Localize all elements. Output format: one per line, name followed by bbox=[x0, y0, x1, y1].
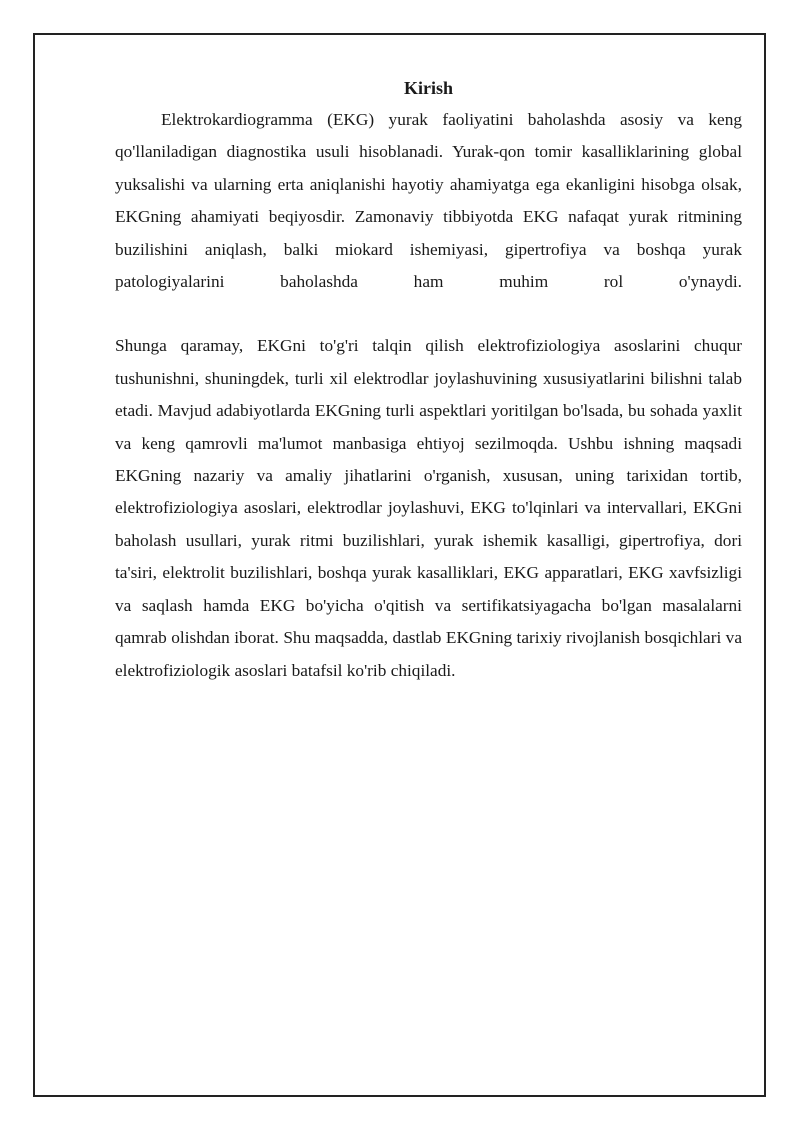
section-heading: Kirish bbox=[403, 78, 453, 98]
document-body bbox=[115, 76, 742, 687]
paragraph-purpose: Shunga qaramay, EKGni to'g'ri talqin qilish elektrofiziologiya asoslarini chuqur tushunishni, shuningdek, turli xil elektrodlar joylashuvining xususiyatlarini bilishni talab etadi. Mavjud adabiyotlarda EKGning turli aspektlari yoritilgan bo'lsada, bu sohada yaxlit va keng qamrovli ma'lumot manbasiga ehtiyoj sezilmoqda. Ushbu ishning maqsadi EKGning nazariy va amaliy jihatlarini o'rganish, xususan, uning tarixidan tortib, elektrofiziologiya asoslari, elektrodlar joylashuvi, EKG to'lqinlari va intervallari, EKGni baholash usullari, yurak ritmi buzilishlari, yurak ishemik kasalligi, gipertrofiya, dori ta'siri, elektrolit buzilishlari, boshqa yurak kasalliklari, EKG apparatlari, EKG xavfsizligi va saqlash hamda EKG bo'yicha o'qitish va sertifikatsiyagacha bo'lgan masalalarni qamrab olishdan iborat. Shu maqsadda, dastlab EKGning tarixiy rivojlanish bosqichlari va elektrofiziologik asoslari batafsil ko'rib chiqiladi. bbox=[115, 336, 742, 680]
paragraph-intro: Elektrokardiogramma (EKG) yurak faoliyatini baholashda asosiy va keng qo'llaniladigan diagnostika usuli hisoblanadi. Yurak-qon tomir kasalliklarining global yuksalishi va ularning erta aniqlanishi hayotiy ahamiyatga ega ekanligini hisobga olsak, EKGning ahamiyati beqiyosdir. Zamonaviy tibbiyotda EKG nafaqat yurak ritmining buzilishini aniqlash, balki miokard ishemiyasi, gipertrofiya va boshqa yurak patologiyalarini baholashda ham muhim rol o'ynaydi. bbox=[115, 110, 742, 292]
